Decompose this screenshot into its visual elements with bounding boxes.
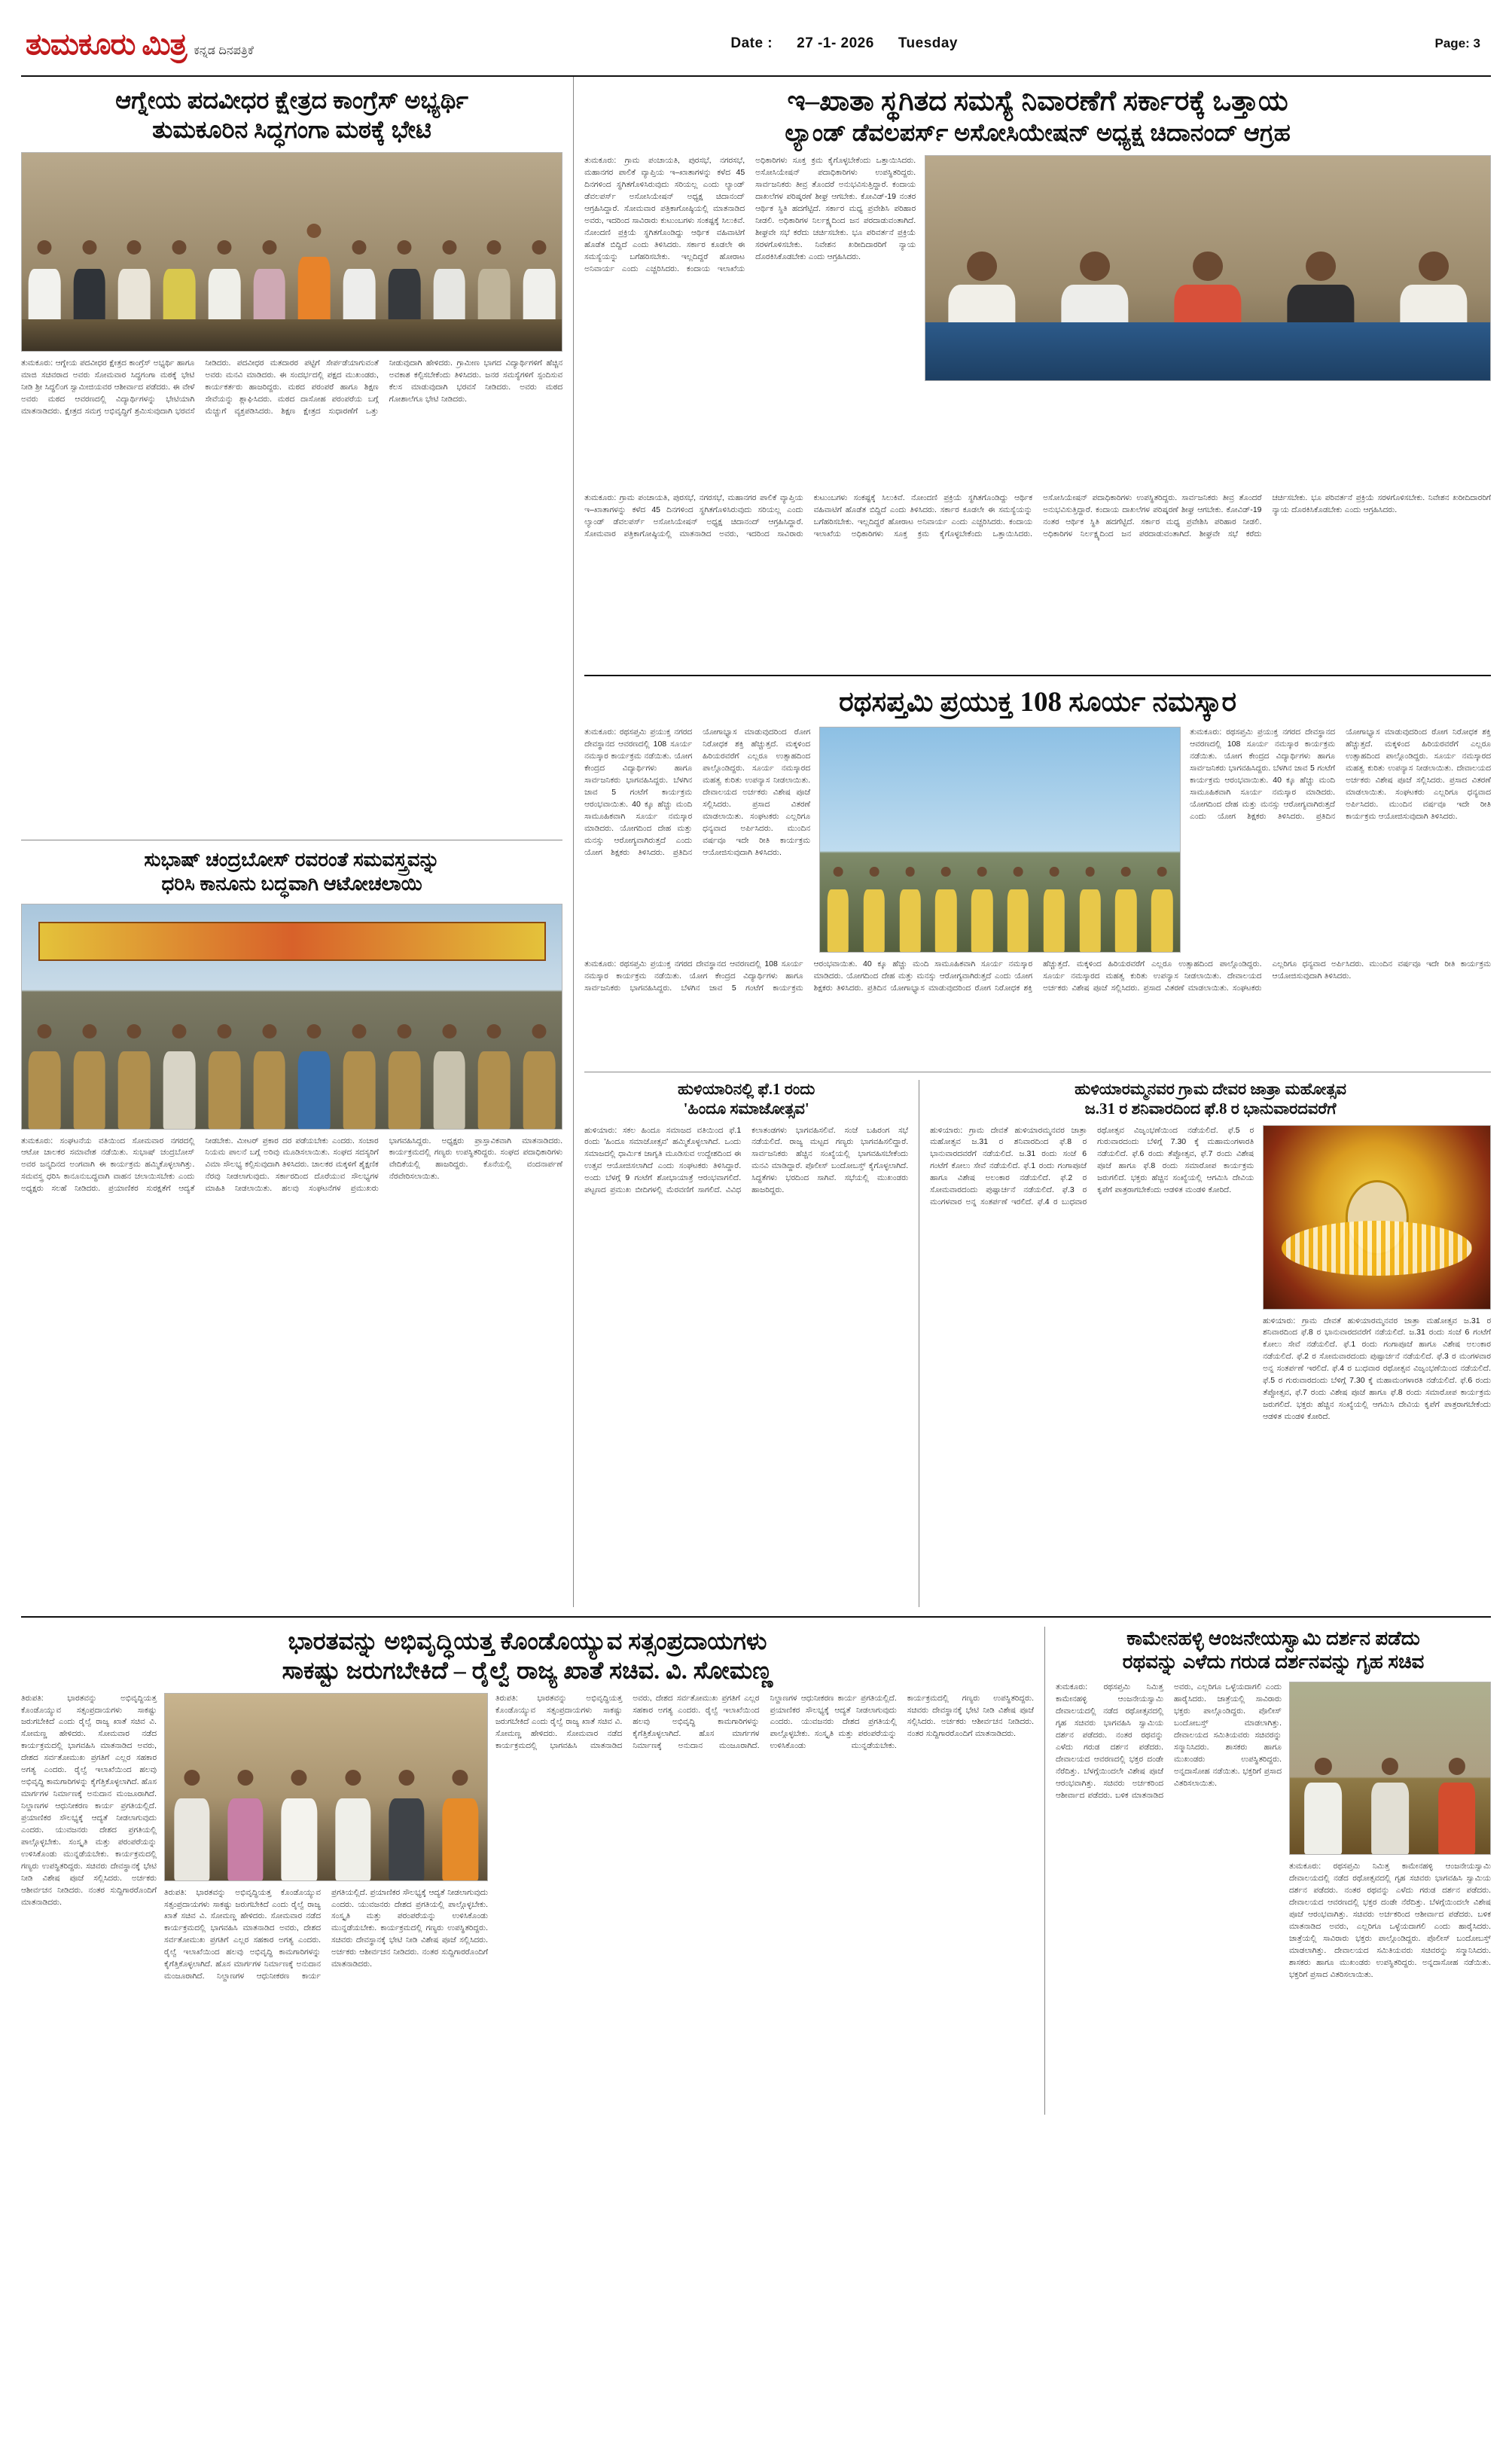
column-right xyxy=(573,77,1491,1607)
article-congress-visit xyxy=(21,86,562,832)
column-left xyxy=(21,77,573,1607)
article-body-left: ತುಮಕೂರು: ರಥಸಪ್ತಮಿ ನಿಮಿತ್ತ ಕಾಮೇನಹಳ್ಳಿ ಆಂಜನೇಯಸ್ವಾಮಿ ದೇವಾಲಯದಲ್ಲಿ ನಡೆದ ರಥೋತ್ಸವದಲ್ಲಿ ಗೃಹ ಸಚಿವರು ಭಾಗವಹಿಸಿ ಸ್ವಾಮಿಯ ದರ್ಶನ ಪಡೆದರು. ನಂತರ ರಥವನ್ನು ಎಳೆದು ಗರುಡ ದರ್ಶನ ಪಡೆದರು. ದೇವಾಲಯದ ಆವರಣದಲ್ಲಿ ಭಕ್ತರ ದಂಡೇ ನೆರೆದಿತ್ತು. ಬೆಳಗ್ಗೆಯಿಂದಲೇ ವಿಶೇಷ ಪೂಜೆ ಆರಂಭವಾಗಿತ್ತು. ಸಚಿವರು ಅರ್ಚಕರಿಂದ ಆಶೀರ್ವಾದ ಪಡೆದರು. ಬಳಿಕ ಮಾತನಾಡಿದ ಅವರು, ಎಲ್ಲರಿಗೂ ಒಳ್ಳೆಯದಾಗಲಿ ಎಂದು ಹಾರೈಸಿದರು. ಜಾತ್ರೆಯಲ್ಲಿ ಸಾವಿರಾರು ಭಕ್ತರು ಪಾಲ್ಗೊಂಡಿದ್ದರು. ಪೊಲೀಸ್ ಬಂದೋಬಸ್ತ್ ಮಾಡಲಾಗಿತ್ತು. ದೇವಾಲಯದ ಸಮಿತಿಯವರು ಸಚಿವರನ್ನು ಸನ್ಮಾನಿಸಿದರು. ಶಾಸಕರು ಹಾಗೂ ಮುಖಂಡರು ಉಪಸ್ಥಿತರಿದ್ದರು. ಅನ್ನದಾಸೋಹ ನಡೆಯಿತು. ಭಕ್ತರಿಗೆ ಪ್ರಸಾದ ವಿತರಿಸಲಾಯಿತು. xyxy=(1056,1682,1282,1800)
section-divider-major xyxy=(21,1616,1491,1618)
surya-photo-wrap xyxy=(819,727,1181,953)
article-headline: ಭಾರತವನ್ನು ಅಭಿವೃದ್ಧಿಯತ್ತ ಕೊಂಡೊಯ್ಯುವ ಸತ್ಸಂಪ್ರದಾಯಗಳು xyxy=(288,1627,767,1655)
date-label: Date : xyxy=(730,35,773,51)
article-body-left: ತುಮಕೂರು: ರಥಸಪ್ತಮಿ ಪ್ರಯುಕ್ತ ನಗರದ ದೇವಸ್ಥಾನದ ಆವರಣದಲ್ಲಿ 108 ಸೂರ್ಯ ನಮಸ್ಕಾರ ಕಾರ್ಯಕ್ರಮ ನಡೆಯಿತು. ಯೋಗ ಕೇಂದ್ರದ ವಿದ್ಯಾರ್ಥಿಗಳು ಹಾಗೂ ಸಾರ್ವಜನಿಕರು ಭಾಗವಹಿಸಿದ್ದರು. ಬೆಳಗಿನ ಜಾವ 5 ಗಂಟೆಗೆ ಕಾರ್ಯಕ್ರಮ ಆರಂಭವಾಯಿತು. 40 ಕ್ಕೂ ಹೆಚ್ಚು ಮಂದಿ ಸಾಮೂಹಿಕವಾಗಿ ಸೂರ್ಯ ನಮಸ್ಕಾರ ಮಾಡಿದರು. ಯೋಗದಿಂದ ದೇಹ ಮತ್ತು ಮನಸ್ಸು ಆರೋಗ್ಯವಾಗಿರುತ್ತದೆ ಎಂದು ಯೋಗ ಶಿಕ್ಷಕರು ತಿಳಿಸಿದರು. ಪ್ರತಿದಿನ ಯೋಗಾಭ್ಯಾಸ ಮಾಡುವುದರಿಂದ ರೋಗ ನಿರೋಧಕ ಶಕ್ತಿ ಹೆಚ್ಚುತ್ತದೆ. ಮಕ್ಕಳಿಂದ ಹಿರಿಯರವರೆಗೆ ಎಲ್ಲರೂ ಉತ್ಸಾಹದಿಂದ ಪಾಲ್ಗೊಂಡಿದ್ದರು. ಸೂರ್ಯ ನಮಸ್ಕಾರದ ಮಹತ್ವ ಕುರಿತು ಉಪನ್ಯಾಸ ನೀಡಲಾಯಿತು. ದೇವಾಲಯದ ಅರ್ಚಕರು ವಿಶೇಷ ಪೂಜೆ ಸಲ್ಲಿಸಿದರು. ಪ್ರಸಾದ ವಿತರಣೆ ಮಾಡಲಾಯಿತು. ಸಂಘಟಕರು ಎಲ್ಲರಿಗೂ ಧನ್ಯವಾದ ಅರ್ಪಿಸಿದರು. ಮುಂದಿನ ವರ್ಷವೂ ಇದೇ ರೀತಿ ಕಾರ್ಯಕ್ರಮ ಆಯೋಜಿಸುವುದಾಗಿ ತಿಳಿಸಿದರು. xyxy=(584,727,811,857)
deity-photo-wrap xyxy=(1263,1125,1491,1592)
article-auto-drivers xyxy=(21,848,562,1466)
article-headline: ರಥಸಪ್ತಮಿ ಪ್ರಯುಕ್ತ 108 ಸೂರ್ಯ ನಮಸ್ಕಾರ xyxy=(839,687,1237,718)
article-headline: ಕಾಮೇನಹಳ್ಳಿ ಆಂಜನೇಯಸ್ವಾಮಿ ದರ್ಶನ ಪಡೆದು xyxy=(1126,1627,1420,1649)
article-body: ತುಮಕೂರು: ಆಗ್ನೇಯ ಪದವೀಧರ ಕ್ಷೇತ್ರದ ಕಾಂಗ್ರೆಸ್ ಅಭ್ಯರ್ಥಿ ಹಾಗೂ ಮಾಜಿ ಸಚಿವರಾದ ಅವರು ಸೋಮವಾರ ಸಿದ್ಧಗಂಗಾ ಮಠಕ್ಕೆ ಭೇಟಿ ನೀಡಿ ಶ್ರೀ ಸಿದ್ಧಲಿಂಗ ಸ್ವಾಮೀಜಿಯವರ ಆಶೀರ್ವಾದ ಪಡೆದರು. ಈ ವೇಳೆ ಅವರು ಮಠದ ಆವರಣದಲ್ಲಿ ವಿದ್ಯಾರ್ಥಿಗಳನ್ನು ಭೇಟಿಯಾಗಿ ಮಾತನಾಡಿದರು. ಕ್ಷೇತ್ರದ ಸಮಗ್ರ ಅಭಿವೃದ್ಧಿಗೆ ಶ್ರಮಿಸುವುದಾಗಿ ಭರವಸೆ ನೀಡಿದರು. ಪದವೀಧರ ಮತದಾರರ ಪಟ್ಟಿಗೆ ಸೇರ್ಪಡೆಯಾಗುವಂತೆ ಅವರು ಮನವಿ ಮಾಡಿದರು. ಈ ಸಂದರ್ಭದಲ್ಲಿ ಪಕ್ಷದ ಮುಖಂಡರು, ಕಾರ್ಯಕರ್ತರು ಹಾಜರಿದ್ದರು. ಮಠದ ಪರಂಪರೆ ಹಾಗೂ ಶಿಕ್ಷಣ ಸೇವೆಯನ್ನು ಶ್ಲಾಘಿಸಿದರು. ಮಠದ ದಾಸೋಹ ಪರಂಪರೆಯ ಬಗ್ಗೆ ಮೆಚ್ಚುಗೆ ವ್ಯಕ್ತಪಡಿಸಿದರು. ಶಿಕ್ಷಣ ಕ್ಷೇತ್ರದ ಸುಧಾರಣೆಗೆ ಒತ್ತು ನೀಡುವುದಾಗಿ ಹೇಳಿದರು. ಗ್ರಾಮೀಣ ಭಾಗದ ವಿದ್ಯಾರ್ಥಿಗಳಿಗೆ ಹೆಚ್ಚಿನ ಅವಕಾಶ ಕಲ್ಪಿಸಬೇಕೆಂದು ತಿಳಿಸಿದರು. ಜನರ ಸಮಸ್ಯೆಗಳಿಗೆ ಸ್ಪಂದಿಸುವ ಕೆಲಸ ಮಾಡುವುದಾಗಿ ಭರವಸೆ ನೀಡಿದರು. ಅವರು ಮಠದ ಗೋಶಾಲೆಗೂ ಭೇಟಿ ನೀಡಿದರು. xyxy=(21,358,563,416)
article-headline-2: ತುಮಕೂರಿನ ಸಿದ್ಧಗಂಗಾ ಮಠಕ್ಕೆ ಭೇಟಿ xyxy=(152,116,431,144)
article-headline-2: ಧರಿಸಿ ಕಾನೂನು ಬದ್ಧವಾಗಿ ಆಟೋಚಲಾಯಿ xyxy=(161,872,422,895)
article-headline: ಇ–ಖಾತಾ ಸ್ಥಗಿತದ ಸಮಸ್ಯೆ ನಿವಾರಣೆಗೆ ಸರ್ಕಾರಕ್ಕೆ ಒತ್ತಾಯ xyxy=(787,86,1288,117)
press-meet-photo xyxy=(925,155,1491,381)
date-value: 27 -1- 2026 xyxy=(797,35,874,51)
deity-garland xyxy=(1282,1221,1472,1276)
article-body-right: ತುಮಕೂರು: ರಥಸಪ್ತಮಿ ನಿಮಿತ್ತ ಕಾಮೇನಹಳ್ಳಿ ಆಂಜನೇಯಸ್ವಾಮಿ ದೇವಾಲಯದಲ್ಲಿ ನಡೆದ ರಥೋತ್ಸವದಲ್ಲಿ ಗೃಹ ಸಚಿವರು ಭಾಗವಹಿಸಿ ಸ್ವಾಮಿಯ ದರ್ಶನ ಪಡೆದರು. ನಂತರ ರಥವನ್ನು ಎಳೆದು ಗರುಡ ದರ್ಶನ ಪಡೆದರು. ದೇವಾಲಯದ ಆವರಣದಲ್ಲಿ ಭಕ್ತರ ದಂಡೇ ನೆರೆದಿತ್ತು. ಬೆಳಗ್ಗೆಯಿಂದಲೇ ವಿಶೇಷ ಪೂಜೆ ಆರಂಭವಾಗಿತ್ತು. ಸಚಿವರು ಅರ್ಚಕರಿಂದ ಆಶೀರ್ವಾದ ಪಡೆದರು. ಬಳಿಕ ಮಾತನಾಡಿದ ಅವರು, ಎಲ್ಲರಿಗೂ ಒಳ್ಳೆಯದಾಗಲಿ ಎಂದು ಹಾರೈಸಿದರು. ಜಾತ್ರೆಯಲ್ಲಿ ಸಾವಿರಾರು ಭಕ್ತರು ಪಾಲ್ಗೊಂಡಿದ್ದರು. ಪೊಲೀಸ್ ಬಂದೋಬಸ್ತ್ ಮಾಡಲಾಗಿತ್ತು. ದೇವಾಲಯದ ಸಮಿತಿಯವರು ಸಚಿವರನ್ನು ಸನ್ಮಾನಿಸಿದರು. ಶಾಸಕರು ಹಾಗೂ ಮುಖಂಡರು ಉಪಸ್ಥಿತರಿದ್ದರು. ಅನ್ನದಾಸೋಹ ನಡೆಯಿತು. ಭಕ್ತರಿಗೆ ಪ್ರಸಾದ ವಿತರಿಸಲಾಯಿತು. xyxy=(1289,1861,1491,1979)
article-body-left: ತುಮಕೂರು: ಗ್ರಾಮ ಪಂಚಾಯತಿ, ಪುರಸಭೆ, ನಗರಸಭೆ, ಮಹಾನಗರ ಪಾಲಿಕೆ ವ್ಯಾಪ್ತಿಯ ಇ–ಖಾತಾಗಳನ್ನು ಕಳೆದ 45 ದಿನಗಳಿಂದ ಸ್ಥಗಿತಗೊಳಿಸಿರುವುದು ಸರಿಯಲ್ಲ ಎಂದು ಲ್ಯಾಂಡ್ ಡೆವಲಪರ್ಸ್ ಅಸೋಸಿಯೇಷನ್ ಅಧ್ಯಕ್ಷ ಚಿದಾನಂದ್ ಆಗ್ರಹಿಸಿದ್ದಾರೆ. ಸೋಮವಾರ ಪತ್ರಿಕಾಗೋಷ್ಠಿಯಲ್ಲಿ ಮಾತನಾಡಿದ ಅವರು, ಇದರಿಂದ ಸಾವಿರಾರು ಕುಟುಂಬಗಳು ಸಂಕಷ್ಟಕ್ಕೆ ಸಿಲುಕಿವೆ. ನೋಂದಣಿ ಪ್ರಕ್ರಿಯೆ ಸ್ಥಗಿತಗೊಂಡಿದ್ದು ಆರ್ಥಿಕ ವಹಿವಾಟಿಗೆ ಹೊಡೆತ ಬಿದ್ದಿದೆ ಎಂದು ತಿಳಿಸಿದರು. ಸರ್ಕಾರ ಕೂಡಲೇ ಈ ಸಮಸ್ಯೆಯನ್ನು ಬಗೆಹರಿಸಬೇಕು. ಇಲ್ಲದಿದ್ದರೆ ಹೋರಾಟ ಅನಿವಾರ್ಯ ಎಂದು ಎಚ್ಚರಿಸಿದರು. ಕಂದಾಯ ಇಲಾಖೆಯ ಅಧಿಕಾರಿಗಳು ಸೂಕ್ತ ಕ್ರಮ ಕೈಗೊಳ್ಳಬೇಕೆಂದು ಒತ್ತಾಯಿಸಿದರು. ಅಸೋಸಿಯೇಷನ್ ಪದಾಧಿಕಾರಿಗಳು ಉಪಸ್ಥಿತರಿದ್ದರು. ಸಾರ್ವಜನಿಕರು ತೀವ್ರ ತೊಂದರೆ ಅನುಭವಿಸುತ್ತಿದ್ದಾರೆ. ಕಂದಾಯ ದಾಖಲೆಗಳ ಪರಿಷ್ಕರಣೆ ಶೀಘ್ರ ಆಗಬೇಕು. ಕೋವಿಡ್-19 ನಂತರ ಆರ್ಥಿಕ ಸ್ಥಿತಿ ಹದಗೆಟ್ಟಿದೆ. ಸರ್ಕಾರ ಮಧ್ಯ ಪ್ರವೇಶಿಸಿ ಪರಿಹಾರ ನೀಡಲಿ. ಅಧಿಕಾರಿಗಳ ನಿರ್ಲಕ್ಷ್ಯದಿಂದ ಜನ ಪರದಾಡುವಂತಾಗಿದೆ. ಶೀಘ್ರವೇ ಸಭೆ ಕರೆದು ಚರ್ಚಿಸಬೇಕು. ಭೂ ಪರಿವರ್ತನೆ ಪ್ರಕ್ರಿಯೆ ಸರಳಗೊಳಿಸಬೇಕು. ನಿವೇಶನ ಖರೀದಿದಾರರಿಗೆ ನ್ಯಾಯ ದೊರಕಿಸಿಕೊಡಬೇಕು ಎಂದು ಆಗ್ರಹಿಸಿದರು. xyxy=(584,156,916,273)
article-hindu-samajotsava xyxy=(584,1080,919,1606)
weekday: Tuesday xyxy=(898,35,959,51)
article-surya-namaskara xyxy=(584,685,1491,1064)
article-body-right: ಹುಳಿಯಾರು: ಗ್ರಾಮ ದೇವತೆ ಹುಳಿಯಾರಮ್ಮನವರ ಜಾತ್ರಾ ಮಹೋತ್ಸವ ಜ.31 ರ ಶನಿವಾರದಿಂದ ಫೆ.8 ರ ಭಾನುವಾರದವರೆಗೆ ನಡೆಯಲಿದೆ. ಜ.31 ರಂದು ಸಂಜೆ 6 ಗಂಟೆಗೆ ಕೋಲು ಸೇವೆ ನಡೆಯಲಿದೆ. ಫೆ.1 ರಂದು ಗಂಗಾಪೂಜೆ ಹಾಗೂ ವಿಶೇಷ ಅಲಂಕಾರ ನಡೆಯಲಿದೆ. ಫೆ.2 ರ ಸೋಮವಾರದಂದು ಪುಷ್ಪಾರ್ಚನೆ ನಡೆಯಲಿದೆ. ಫೆ.3 ರ ಮಂಗಳವಾರ ಅನ್ನ ಸಂತರ್ಪಣೆ ಇರಲಿದೆ. ಫೆ.4 ರ ಬುಧವಾರ ರಥೋತ್ಸವ ವಿಜೃಂಭಣೆಯಿಂದ ನಡೆಯಲಿದೆ. ಫೆ.5 ರ ಗುರುವಾರದಂದು ಬೆಳಿಗ್ಗೆ 7.30 ಕ್ಕೆ ಮಹಾಮಂಗಳಾರತಿ ನಡೆಯಲಿದೆ. ಫೆ.6 ರಂದು ತೆಪ್ಪೋತ್ಸವ, ಫೆ.7 ರಂದು ವಿಶೇಷ ಪೂಜೆ ಹಾಗೂ ಫೆ.8 ರಂದು ಸಮಾರೋಪ ಕಾರ್ಯಕ್ರಮ ಜರುಗಲಿದೆ. ಭಕ್ತರು ಹೆಚ್ಚಿನ ಸಂಖ್ಯೆಯಲ್ಲಿ ಆಗಮಿಸಿ ದೇವಿಯ ಕೃಪೆಗೆ ಪಾತ್ರರಾಗಬೇಕೆಂದು ಆಡಳಿತ ಮಂಡಳಿ ಕೋರಿದೆ. xyxy=(1263,1316,1491,1422)
masthead xyxy=(0,0,1512,75)
article-headline-2: ಸಾಕಷ್ಟು ಜರುಗಬೇಕಿದೆ – ರೈಲ್ವೆ ರಾಜ್ಯ ಖಾತೆ ಸಚಿವ. ವಿ. ಸೋಮಣ್ಣ xyxy=(282,1656,773,1684)
newspaper-logo xyxy=(26,26,254,62)
row-bottom xyxy=(21,1627,1491,2115)
article-body-c2: ತಿರುಪತಿ: ಭಾರತವನ್ನು ಅಭಿವೃದ್ಧಿಯತ್ತ ಕೊಂಡೊಯ್ಯುವ ಸತ್ಸಂಪ್ರದಾಯಗಳು ಸಾಕಷ್ಟು ಜರುಗಬೇಕಿದೆ ಎಂದು ರೈಲ್ವೆ ರಾಜ್ಯ ಖಾತೆ ಸಚಿವ ವಿ. ಸೋಮಣ್ಣ ಹೇಳಿದರು. ಸೋಮವಾರ ನಡೆದ ಕಾರ್ಯಕ್ರಮದಲ್ಲಿ ಭಾಗವಹಿಸಿ ಮಾತನಾಡಿದ ಅವರು, ದೇಶದ ಸರ್ವತೋಮುಖ ಪ್ರಗತಿಗೆ ಎಲ್ಲರ ಸಹಕಾರ ಅಗತ್ಯ ಎಂದರು. ರೈಲ್ವೆ ಇಲಾಖೆಯಿಂದ ಹಲವು ಅಭಿವೃದ್ಧಿ ಕಾಮಗಾರಿಗಳನ್ನು ಕೈಗೆತ್ತಿಕೊಳ್ಳಲಾಗಿದೆ. ಹೊಸ ಮಾರ್ಗಗಳ ನಿರ್ಮಾಣಕ್ಕೆ ಅನುದಾನ ಮಂಜೂರಾಗಿದೆ. ನಿಲ್ದಾಣಗಳ ಆಧುನೀಕರಣ ಕಾರ್ಯ ಪ್ರಗತಿಯಲ್ಲಿದೆ. ಪ್ರಯಾಣಿಕರ ಸೌಲಭ್ಯಕ್ಕೆ ಆದ್ಯತೆ ನೀಡಲಾಗುವುದು ಎಂದರು. ಯುವಜನರು ದೇಶದ ಪ್ರಗತಿಯಲ್ಲಿ ಪಾಲ್ಗೊಳ್ಳಬೇಕು. ಸಂಸ್ಕೃತಿ ಮತ್ತು ಪರಂಪರೆಯನ್ನು ಉಳಿಸಿಕೊಂಡು ಮುನ್ನಡೆಯಬೇಕು. ಕಾರ್ಯಕ್ರಮದಲ್ಲಿ ಗಣ್ಯರು ಉಪಸ್ಥಿತರಿದ್ದರು. ಸಚಿವರು ದೇವಸ್ಥಾನಕ್ಕೆ ಭೇಟಿ ನೀಡಿ ವಿಶೇಷ ಪೂಜೆ ಸಲ್ಲಿಸಿದರು. ಅರ್ಚಕರು ಆಶೀರ್ವಚನ ನೀಡಿದರು. ನಂತರ ಸುದ್ದಿಗಾರರೊಂದಿಗೆ ಮಾತನಾಡಿದರು. xyxy=(164,1887,488,1981)
article-somanna xyxy=(21,1627,1044,2115)
article-body: ತುಮಕೂರು: ಸಂಘಟನೆಯ ವತಿಯಿಂದ ಸೋಮವಾರ ನಗರದಲ್ಲಿ ಆಟೋ ಚಾಲಕರ ಸಮಾವೇಶ ನಡೆಯಿತು. ಸುಭಾಷ್ ಚಂದ್ರಬೋಸ್ ಅವರ ಜನ್ಮದಿನದ ಅಂಗವಾಗಿ ಈ ಕಾರ್ಯಕ್ರಮ ಹಮ್ಮಿಕೊಳ್ಳಲಾಗಿತ್ತು. ಸಮವಸ್ತ್ರ ಧರಿಸಿ ಕಾನೂನುಬದ್ಧವಾಗಿ ವಾಹನ ಚಲಾಯಿಸಬೇಕು ಎಂದು ಅಧ್ಯಕ್ಷರು ಸಲಹೆ ನೀಡಿದರು. ಪ್ರಯಾಣಿಕರ ಸುರಕ್ಷತೆಗೆ ಆದ್ಯತೆ ನೀಡಬೇಕು. ಮೀಟರ್ ಪ್ರಕಾರ ದರ ಪಡೆಯಬೇಕು ಎಂದರು. ಸಂಚಾರ ನಿಯಮ ಪಾಲನೆ ಬಗ್ಗೆ ಅರಿವು ಮೂಡಿಸಲಾಯಿತು. ಸಂಘದ ಸದಸ್ಯರಿಗೆ ವಿಮಾ ಸೌಲಭ್ಯ ಕಲ್ಪಿಸುವುದಾಗಿ ತಿಳಿಸಿದರು. ಚಾಲಕರ ಮಕ್ಕಳಿಗೆ ಶೈಕ್ಷಣಿಕ ನೆರವು ನೀಡಲಾಗುವುದು. ಸರ್ಕಾರದಿಂದ ದೊರೆಯುವ ಸೌಲಭ್ಯಗಳ ಮಾಹಿತಿ ನೀಡಲಾಯಿತು. ಹಲವು ಸಂಘಟನೆಗಳ ಪ್ರಮುಖರು ಭಾಗವಹಿಸಿದ್ದರು. ಅಧ್ಯಕ್ಷರು ಪ್ರಾಸ್ತಾವಿಕವಾಗಿ ಮಾತನಾಡಿದರು. ಕಾರ್ಯಕ್ರಮದಲ್ಲಿ ಗಣ್ಯರು ಉಪಸ್ಥಿತರಿದ್ದರು. ಸಂಘದ ಪದಾಧಿಕಾರಿಗಳು ವೇದಿಕೆಯಲ್ಲಿ ಹಾಜರಿದ್ದರು. ಕೊನೆಯಲ್ಲಿ ವಂದನಾರ್ಪಣೆ ನೆರವೇರಿಸಲಾಯಿತು. xyxy=(21,1136,563,1194)
article-ekhata xyxy=(584,84,1491,666)
photo-people xyxy=(165,1742,487,1880)
surya-namaskara-photo xyxy=(819,727,1181,953)
photo-deity xyxy=(1264,1126,1490,1309)
deity-photo xyxy=(1263,1125,1491,1310)
auto-drivers-photo xyxy=(21,904,562,1130)
article-headline-2: 'ಹಿಂದೂ ಸಮಾಜೋತ್ಸವ' xyxy=(683,1099,809,1118)
article-body-row xyxy=(584,155,1491,486)
article-jatra-mahotsava xyxy=(919,1080,1491,1606)
logo-title: ತುಮಕೂರು ಮಿತ್ರ xyxy=(26,26,187,61)
article-headline: ಹುಳಿಯಾರಮ್ಮನವರ ಗ್ರಾಮ ದೇವರ ಜಾತ್ರಾ ಮಹೋತ್ಸವ xyxy=(1075,1080,1347,1099)
article-body-lower: ತುಮಕೂರು: ಗ್ರಾಮ ಪಂಚಾಯತಿ, ಪುರಸಭೆ, ನಗರಸಭೆ, ಮಹಾನಗರ ಪಾಲಿಕೆ ವ್ಯಾಪ್ತಿಯ ಇ–ಖಾತಾಗಳನ್ನು ಕಳೆದ 45 ದಿನಗಳಿಂದ ಸ್ಥಗಿತಗೊಳಿಸಿರುವುದು ಸರಿಯಲ್ಲ ಎಂದು ಲ್ಯಾಂಡ್ ಡೆವಲಪರ್ಸ್ ಅಸೋಸಿಯೇಷನ್ ಅಧ್ಯಕ್ಷ ಚಿದಾನಂದ್ ಆಗ್ರಹಿಸಿದ್ದಾರೆ. ಸೋಮವಾರ ಪತ್ರಿಕಾಗೋಷ್ಠಿಯಲ್ಲಿ ಮಾತನಾಡಿದ ಅವರು, ಇದರಿಂದ ಸಾವಿರಾರು ಕುಟುಂಬಗಳು ಸಂಕಷ್ಟಕ್ಕೆ ಸಿಲುಕಿವೆ. ನೋಂದಣಿ ಪ್ರಕ್ರಿಯೆ ಸ್ಥಗಿತಗೊಂಡಿದ್ದು ಆರ್ಥಿಕ ವಹಿವಾಟಿಗೆ ಹೊಡೆತ ಬಿದ್ದಿದೆ ಎಂದು ತಿಳಿಸಿದರು. ಸರ್ಕಾರ ಕೂಡಲೇ ಈ ಸಮಸ್ಯೆಯನ್ನು ಬಗೆಹರಿಸಬೇಕು. ಇಲ್ಲದಿದ್ದರೆ ಹೋರಾಟ ಅನಿವಾರ್ಯ ಎಂದು ಎಚ್ಚರಿಸಿದರು. ಕಂದಾಯ ಇಲಾಖೆಯ ಅಧಿಕಾರಿಗಳು ಸೂಕ್ತ ಕ್ರಮ ಕೈಗೊಳ್ಳಬೇಕೆಂದು ಒತ್ತಾಯಿಸಿದರು. ಅಸೋಸಿಯೇಷನ್ ಪದಾಧಿಕಾರಿಗಳು ಉಪಸ್ಥಿತರಿದ್ದರು. ಸಾರ್ವಜನಿಕರು ತೀವ್ರ ತೊಂದರೆ ಅನುಭವಿಸುತ್ತಿದ್ದಾರೆ. ಕಂದಾಯ ದಾಖಲೆಗಳ ಪರಿಷ್ಕರಣೆ ಶೀಘ್ರ ಆಗಬೇಕು. ಕೋವಿಡ್-19 ನಂತರ ಆರ್ಥಿಕ ಸ್ಥಿತಿ ಹದಗೆಟ್ಟಿದೆ. ಸರ್ಕಾರ ಮಧ್ಯ ಪ್ರವೇಶಿಸಿ ಪರಿಹಾರ ನೀಡಲಿ. ಅಧಿಕಾರಿಗಳ ನಿರ್ಲಕ್ಷ್ಯದಿಂದ ಜನ ಪರದಾಡುವಂತಾಗಿದೆ. ಶೀಘ್ರವೇ ಸಭೆ ಕರೆದು ಚರ್ಚಿಸಬೇಕು. ಭೂ ಪರಿವರ್ತನೆ ಪ್ರಕ್ರಿಯೆ ಸರಳಗೊಳಿಸಬೇಕು. ನಿವೇಶನ ಖರೀದಿದಾರರಿಗೆ ನ್ಯಾಯ ದೊರಕಿಸಿಕೊಡಬೇಕು ಎಂದು ಆಗ್ರಹಿಸಿದರು. xyxy=(584,493,1491,539)
section-divider xyxy=(584,675,1491,676)
page-content xyxy=(0,77,1512,2115)
photo-people xyxy=(1290,1734,1490,1854)
group-visit-photo xyxy=(21,152,562,352)
photo-banner xyxy=(38,922,546,961)
photo-people xyxy=(22,999,562,1129)
article-body-row xyxy=(21,1693,1034,2115)
photo-people xyxy=(820,867,1180,952)
article-body-lower: ತುಮಕೂರು: ರಥಸಪ್ತಮಿ ಪ್ರಯುಕ್ತ ನಗರದ ದೇವಸ್ಥಾನದ ಆವರಣದಲ್ಲಿ 108 ಸೂರ್ಯ ನಮಸ್ಕಾರ ಕಾರ್ಯಕ್ರಮ ನಡೆಯಿತು. ಯೋಗ ಕೇಂದ್ರದ ವಿದ್ಯಾರ್ಥಿಗಳು ಹಾಗೂ ಸಾರ್ವಜನಿಕರು ಭಾಗವಹಿಸಿದ್ದರು. ಬೆಳಗಿನ ಜಾವ 5 ಗಂಟೆಗೆ ಕಾರ್ಯಕ್ರಮ ಆರಂಭವಾಯಿತು. 40 ಕ್ಕೂ ಹೆಚ್ಚು ಮಂದಿ ಸಾಮೂಹಿಕವಾಗಿ ಸೂರ್ಯ ನಮಸ್ಕಾರ ಮಾಡಿದರು. ಯೋಗದಿಂದ ದೇಹ ಮತ್ತು ಮನಸ್ಸು ಆರೋಗ್ಯವಾಗಿರುತ್ತದೆ ಎಂದು ಯೋಗ ಶಿಕ್ಷಕರು ತಿಳಿಸಿದರು. ಪ್ರತಿದಿನ ಯೋಗಾಭ್ಯಾಸ ಮಾಡುವುದರಿಂದ ರೋಗ ನಿರೋಧಕ ಶಕ್ತಿ ಹೆಚ್ಚುತ್ತದೆ. ಮಕ್ಕಳಿಂದ ಹಿರಿಯರವರೆಗೆ ಎಲ್ಲರೂ ಉತ್ಸಾಹದಿಂದ ಪಾಲ್ಗೊಂಡಿದ್ದರು. ಸೂರ್ಯ ನಮಸ್ಕಾರದ ಮಹತ್ವ ಕುರಿತು ಉಪನ್ಯಾಸ ನೀಡಲಾಯಿತು. ದೇವಾಲಯದ ಅರ್ಚಕರು ವಿಶೇಷ ಪೂಜೆ ಸಲ್ಲಿಸಿದರು. ಪ್ರಸಾದ ವಿತರಣೆ ಮಾಡಲಾಯಿತು. ಸಂಘಟಕರು ಎಲ್ಲರಿಗೂ ಧನ್ಯವಾದ ಅರ್ಪಿಸಿದರು. ಮುಂದಿನ ವರ್ಷವೂ ಇದೇ ರೀತಿ ಕಾರ್ಯಕ್ರಮ ಆಯೋಜಿಸುವುದಾಗಿ ತಿಳಿಸಿದರು. xyxy=(584,959,1491,993)
article-body-right: ತುಮಕೂರು: ರಥಸಪ್ತಮಿ ಪ್ರಯುಕ್ತ ನಗರದ ದೇವಸ್ಥಾನದ ಆವರಣದಲ್ಲಿ 108 ಸೂರ್ಯ ನಮಸ್ಕಾರ ಕಾರ್ಯಕ್ರಮ ನಡೆಯಿತು. ಯೋಗ ಕೇಂದ್ರದ ವಿದ್ಯಾರ್ಥಿಗಳು ಹಾಗೂ ಸಾರ್ವಜನಿಕರು ಭಾಗವಹಿಸಿದ್ದರು. ಬೆಳಗಿನ ಜಾವ 5 ಗಂಟೆಗೆ ಕಾರ್ಯಕ್ರಮ ಆರಂಭವಾಯಿತು. 40 ಕ್ಕೂ ಹೆಚ್ಚು ಮಂದಿ ಸಾಮೂಹಿಕವಾಗಿ ಸೂರ್ಯ ನಮಸ್ಕಾರ ಮಾಡಿದರು. ಯೋಗದಿಂದ ದೇಹ ಮತ್ತು ಮನಸ್ಸು ಆರೋಗ್ಯವಾಗಿರುತ್ತದೆ ಎಂದು ಯೋಗ ಶಿಕ್ಷಕರು ತಿಳಿಸಿದರು. ಪ್ರತಿದಿನ ಯೋಗಾಭ್ಯಾಸ ಮಾಡುವುದರಿಂದ ರೋಗ ನಿರೋಧಕ ಶಕ್ತಿ ಹೆಚ್ಚುತ್ತದೆ. ಮಕ್ಕಳಿಂದ ಹಿರಿಯರವರೆಗೆ ಎಲ್ಲರೂ ಉತ್ಸಾಹದಿಂದ ಪಾಲ್ಗೊಂಡಿದ್ದರು. ಸೂರ್ಯ ನಮಸ್ಕಾರದ ಮಹತ್ವ ಕುರಿತು ಉಪನ್ಯಾಸ ನೀಡಲಾಯಿತು. ದೇವಾಲಯದ ಅರ್ಚಕರು ವಿಶೇಷ ಪೂಜೆ ಸಲ್ಲಿಸಿದರು. ಪ್ರಸಾದ ವಿತರಣೆ ಮಾಡಲಾಯಿತು. ಸಂಘಟಕರು ಎಲ್ಲರಿಗೂ ಧನ್ಯವಾದ ಅರ್ಪಿಸಿದರು. ಮುಂದಿನ ವರ್ಷವೂ ಇದೇ ರೀತಿ ಕಾರ್ಯಕ್ರಮ ಆಯೋಜಿಸುವುದಾಗಿ ತಿಳಿಸಿದರು. xyxy=(1190,727,1491,821)
article-headline: ಆಗ್ನೇಯ ಪದವೀಧರ ಕ್ಷೇತ್ರದ ಕಾಂಗ್ರೆಸ್ ಅಭ್ಯರ್ಥಿ xyxy=(115,87,468,114)
article-body-left: ಹುಳಿಯಾರು: ಗ್ರಾಮ ದೇವತೆ ಹುಳಿಯಾರಮ್ಮನವರ ಜಾತ್ರಾ ಮಹೋತ್ಸವ ಜ.31 ರ ಶನಿವಾರದಿಂದ ಫೆ.8 ರ ಭಾನುವಾರದವರೆಗೆ ನಡೆಯಲಿದೆ. ಜ.31 ರಂದು ಸಂಜೆ 6 ಗಂಟೆಗೆ ಕೋಲು ಸೇವೆ ನಡೆಯಲಿದೆ. ಫೆ.1 ರಂದು ಗಂಗಾಪೂಜೆ ಹಾಗೂ ವಿಶೇಷ ಅಲಂಕಾರ ನಡೆಯಲಿದೆ. ಫೆ.2 ರ ಸೋಮವಾರದಂದು ಪುಷ್ಪಾರ್ಚನೆ ನಡೆಯಲಿದೆ. ಫೆ.3 ರ ಮಂಗಳವಾರ ಅನ್ನ ಸಂತರ್ಪಣೆ ಇರಲಿದೆ. ಫೆ.4 ರ ಬುಧವಾರ ರಥೋತ್ಸವ ವಿಜೃಂಭಣೆಯಿಂದ ನಡೆಯಲಿದೆ. ಫೆ.5 ರ ಗುರುವಾರದಂದು ಬೆಳಿಗ್ಗೆ 7.30 ಕ್ಕೆ ಮಹಾಮಂಗಳಾರತಿ ನಡೆಯಲಿದೆ. ಫೆ.6 ರಂದು ತೆಪ್ಪೋತ್ಸವ, ಫೆ.7 ರಂದು ವಿಶೇಷ ಪೂಜೆ ಹಾಗೂ ಫೆ.8 ರಂದು ಸಮಾರೋಪ ಕಾರ್ಯಕ್ರಮ ಜರುಗಲಿದೆ. ಭಕ್ತರು ಹೆಚ್ಚಿನ ಸಂಖ್ಯೆಯಲ್ಲಿ ಆಗಮಿಸಿ ದೇವಿಯ ಕೃಪೆಗೆ ಪಾತ್ರರಾಗಬೇಕೆಂದು ಆಡಳಿತ ಮಂಡಳಿ ಕೋರಿದೆ. xyxy=(930,1125,1254,1207)
masthead-date xyxy=(254,35,1435,52)
minister-event-photo xyxy=(164,1693,488,1881)
row-top xyxy=(21,77,1491,1607)
article-headline: ಹುಳಿಯಾರಿನಲ್ಲಿ ಫೆ.1 ರಂದು xyxy=(677,1080,815,1099)
article-body-row xyxy=(584,727,1491,953)
article-body-row xyxy=(930,1125,1491,1592)
temple-visit-photo xyxy=(1289,1682,1491,1855)
photo-foreground xyxy=(22,319,562,351)
article-kamenahalli xyxy=(1044,1627,1491,2115)
article-headline: ಸುಭಾಷ್ ಚಂದ್ರಬೋಸ್ ರವರಂತೆ ಸಮವಸ್ತ್ರವನ್ನು xyxy=(144,849,440,871)
logo-subtitle: ಕನ್ನಡ ದಿನಪತ್ರಿಕೆ xyxy=(194,44,254,57)
article-headline-2: ಲ್ಯಾಂಡ್ ಡೆವಲಪರ್ಸ್ ಅಸೋಸಿಯೇಷನ್ ಅಧ್ಯಕ್ಷ ಚಿದಾನಂದ್ ಆಗ್ರಹ xyxy=(785,119,1291,147)
photo-table xyxy=(925,322,1490,380)
press-photo-wrap xyxy=(925,155,1491,486)
minister-photo-wrap xyxy=(164,1693,488,2115)
page-number: Page: 3 xyxy=(1434,36,1480,50)
article-body: ಹುಳಿಯಾರು: ಸಕಲ ಹಿಂದೂ ಸಮಾಜದ ವತಿಯಿಂದ ಫೆ.1 ರಂದು 'ಹಿಂದೂ ಸಮಾಜೋತ್ಸವ' ಹಮ್ಮಿಕೊಳ್ಳಲಾಗಿದೆ. ಒಂದು ಸಮಾಜದಲ್ಲಿ ಧಾರ್ಮಿಕ ಜಾಗೃತಿ ಮೂಡಿಸುವ ಉದ್ದೇಶದಿಂದ ಈ ಉತ್ಸವ ಆಯೋಜಿಸಲಾಗಿದೆ ಎಂದು ಸಂಘಟಕರು ತಿಳಿಸಿದ್ದಾರೆ. ಅಂದು ಬೆಳಗ್ಗೆ 9 ಗಂಟೆಗೆ ಶೋಭಾಯಾತ್ರೆ ಆರಂಭವಾಗಲಿದೆ. ಪಟ್ಟಣದ ಪ್ರಮುಖ ಬೀದಿಗಳಲ್ಲಿ ಮೆರವಣಿಗೆ ಸಾಗಲಿದೆ. ವಿವಿಧ ಕಲಾತಂಡಗಳು ಭಾಗವಹಿಸಲಿವೆ. ಸಂಜೆ ಬಹಿರಂಗ ಸಭೆ ನಡೆಯಲಿದೆ. ರಾಜ್ಯ ಮಟ್ಟದ ಗಣ್ಯರು ಭಾಗವಹಿಸಲಿದ್ದಾರೆ. ಸಾರ್ವಜನಿಕರು ಹೆಚ್ಚಿನ ಸಂಖ್ಯೆಯಲ್ಲಿ ಭಾಗವಹಿಸಬೇಕೆಂದು ಮನವಿ ಮಾಡಿದ್ದಾರೆ. ಪೊಲೀಸ್ ಬಂದೋಬಸ್ತ್ ಕೈಗೊಳ್ಳಲಾಗಿದೆ. ಸಿದ್ಧತೆಗಳು ಭರದಿಂದ ಸಾಗಿವೆ. ಸಭೆಯಲ್ಲಿ ಮುಖಂಡರು ಹಾಜರಿದ್ದರು. xyxy=(584,1125,909,1195)
row-sub xyxy=(584,1080,1491,1606)
article-headline-2: ಜ.31 ರ ಶನಿವಾರದಿಂದ ಫೆ.8 ರ ಭಾನುವಾರದವರೆಗೆ xyxy=(1084,1099,1337,1118)
article-body-c1: ತಿರುಪತಿ: ಭಾರತವನ್ನು ಅಭಿವೃದ್ಧಿಯತ್ತ ಕೊಂಡೊಯ್ಯುವ ಸತ್ಸಂಪ್ರದಾಯಗಳು ಸಾಕಷ್ಟು ಜರುಗಬೇಕಿದೆ ಎಂದು ರೈಲ್ವೆ ರಾಜ್ಯ ಖಾತೆ ಸಚಿವ ವಿ. ಸೋಮಣ್ಣ ಹೇಳಿದರು. ಸೋಮವಾರ ನಡೆದ ಕಾರ್ಯಕ್ರಮದಲ್ಲಿ ಭಾಗವಹಿಸಿ ಮಾತನಾಡಿದ ಅವರು, ದೇಶದ ಸರ್ವತೋಮುಖ ಪ್ರಗತಿಗೆ ಎಲ್ಲರ ಸಹಕಾರ ಅಗತ್ಯ ಎಂದರು. ರೈಲ್ವೆ ಇಲಾಖೆಯಿಂದ ಹಲವು ಅಭಿವೃದ್ಧಿ ಕಾಮಗಾರಿಗಳನ್ನು ಕೈಗೆತ್ತಿಕೊಳ್ಳಲಾಗಿದೆ. ಹೊಸ ಮಾರ್ಗಗಳ ನಿರ್ಮಾಣಕ್ಕೆ ಅನುದಾನ ಮಂಜೂರಾಗಿದೆ. ನಿಲ್ದಾಣಗಳ ಆಧುನೀಕರಣ ಕಾರ್ಯ ಪ್ರಗತಿಯಲ್ಲಿದೆ. ಪ್ರಯಾಣಿಕರ ಸೌಲಭ್ಯಕ್ಕೆ ಆದ್ಯತೆ ನೀಡಲಾಗುವುದು ಎಂದರು. ಯುವಜನರು ದೇಶದ ಪ್ರಗತಿಯಲ್ಲಿ ಪಾಲ್ಗೊಳ್ಳಬೇಕು. ಸಂಸ್ಕೃತಿ ಮತ್ತು ಪರಂಪರೆಯನ್ನು ಉಳಿಸಿಕೊಂಡು ಮುನ್ನಡೆಯಬೇಕು. ಕಾರ್ಯಕ್ರಮದಲ್ಲಿ ಗಣ್ಯರು ಉಪಸ್ಥಿತರಿದ್ದರು. ಸಚಿವರು ದೇವಸ್ಥಾನಕ್ಕೆ ಭೇಟಿ ನೀಡಿ ವಿಶೇಷ ಪೂಜೆ ಸಲ್ಲಿಸಿದರು. ಅರ್ಚಕರು ಆಶೀರ್ವಚನ ನೀಡಿದರು. ನಂತರ ಸುದ್ದಿಗಾರರೊಂದಿಗೆ ಮಾತನಾಡಿದರು. xyxy=(21,1693,157,1907)
article-body-c3: ತಿರುಪತಿ: ಭಾರತವನ್ನು ಅಭಿವೃದ್ಧಿಯತ್ತ ಕೊಂಡೊಯ್ಯುವ ಸತ್ಸಂಪ್ರದಾಯಗಳು ಸಾಕಷ್ಟು ಜರುಗಬೇಕಿದೆ ಎಂದು ರೈಲ್ವೆ ರಾಜ್ಯ ಖಾತೆ ಸಚಿವ ವಿ. ಸೋಮಣ್ಣ ಹೇಳಿದರು. ಸೋಮವಾರ ನಡೆದ ಕಾರ್ಯಕ್ರಮದಲ್ಲಿ ಭಾಗವಹಿಸಿ ಮಾತನಾಡಿದ ಅವರು, ದೇಶದ ಸರ್ವತೋಮುಖ ಪ್ರಗತಿಗೆ ಎಲ್ಲರ ಸಹಕಾರ ಅಗತ್ಯ ಎಂದರು. ರೈಲ್ವೆ ಇಲಾಖೆಯಿಂದ ಹಲವು ಅಭಿವೃದ್ಧಿ ಕಾಮಗಾರಿಗಳನ್ನು ಕೈಗೆತ್ತಿಕೊಳ್ಳಲಾಗಿದೆ. ಹೊಸ ಮಾರ್ಗಗಳ ನಿರ್ಮಾಣಕ್ಕೆ ಅನುದಾನ ಮಂಜೂರಾಗಿದೆ. ನಿಲ್ದಾಣಗಳ ಆಧುನೀಕರಣ ಕಾರ್ಯ ಪ್ರಗತಿಯಲ್ಲಿದೆ. ಪ್ರಯಾಣಿಕರ ಸೌಲಭ್ಯಕ್ಕೆ ಆದ್ಯತೆ ನೀಡಲಾಗುವುದು ಎಂದರು. ಯುವಜನರು ದೇಶದ ಪ್ರಗತಿಯಲ್ಲಿ ಪಾಲ್ಗೊಳ್ಳಬೇಕು. ಸಂಸ್ಕೃತಿ ಮತ್ತು ಪರಂಪರೆಯನ್ನು ಉಳಿಸಿಕೊಂಡು ಮುನ್ನಡೆಯಬೇಕು. ಕಾರ್ಯಕ್ರಮದಲ್ಲಿ ಗಣ್ಯರು ಉಪಸ್ಥಿತರಿದ್ದರು. ಸಚಿವರು ದೇವಸ್ಥಾನಕ್ಕೆ ಭೇಟಿ ನೀಡಿ ವಿಶೇಷ ಪೂಜೆ ಸಲ್ಲಿಸಿದರು. ಅರ್ಚಕರು ಆಶೀರ್ವಚನ ನೀಡಿದರು. ನಂತರ ಸುದ್ದಿಗಾರರೊಂದಿಗೆ ಮಾತನಾಡಿದರು. xyxy=(495,1693,1034,1751)
article-headline-2: ರಥವನ್ನು ಎಳೆದು ಗರುಡ ದರ್ಶನವನ್ನು ಗೃಹ ಸಚಿವ xyxy=(1122,1651,1425,1673)
article-body-row xyxy=(1056,1682,1491,2103)
temple-photo-wrap xyxy=(1289,1682,1491,2103)
